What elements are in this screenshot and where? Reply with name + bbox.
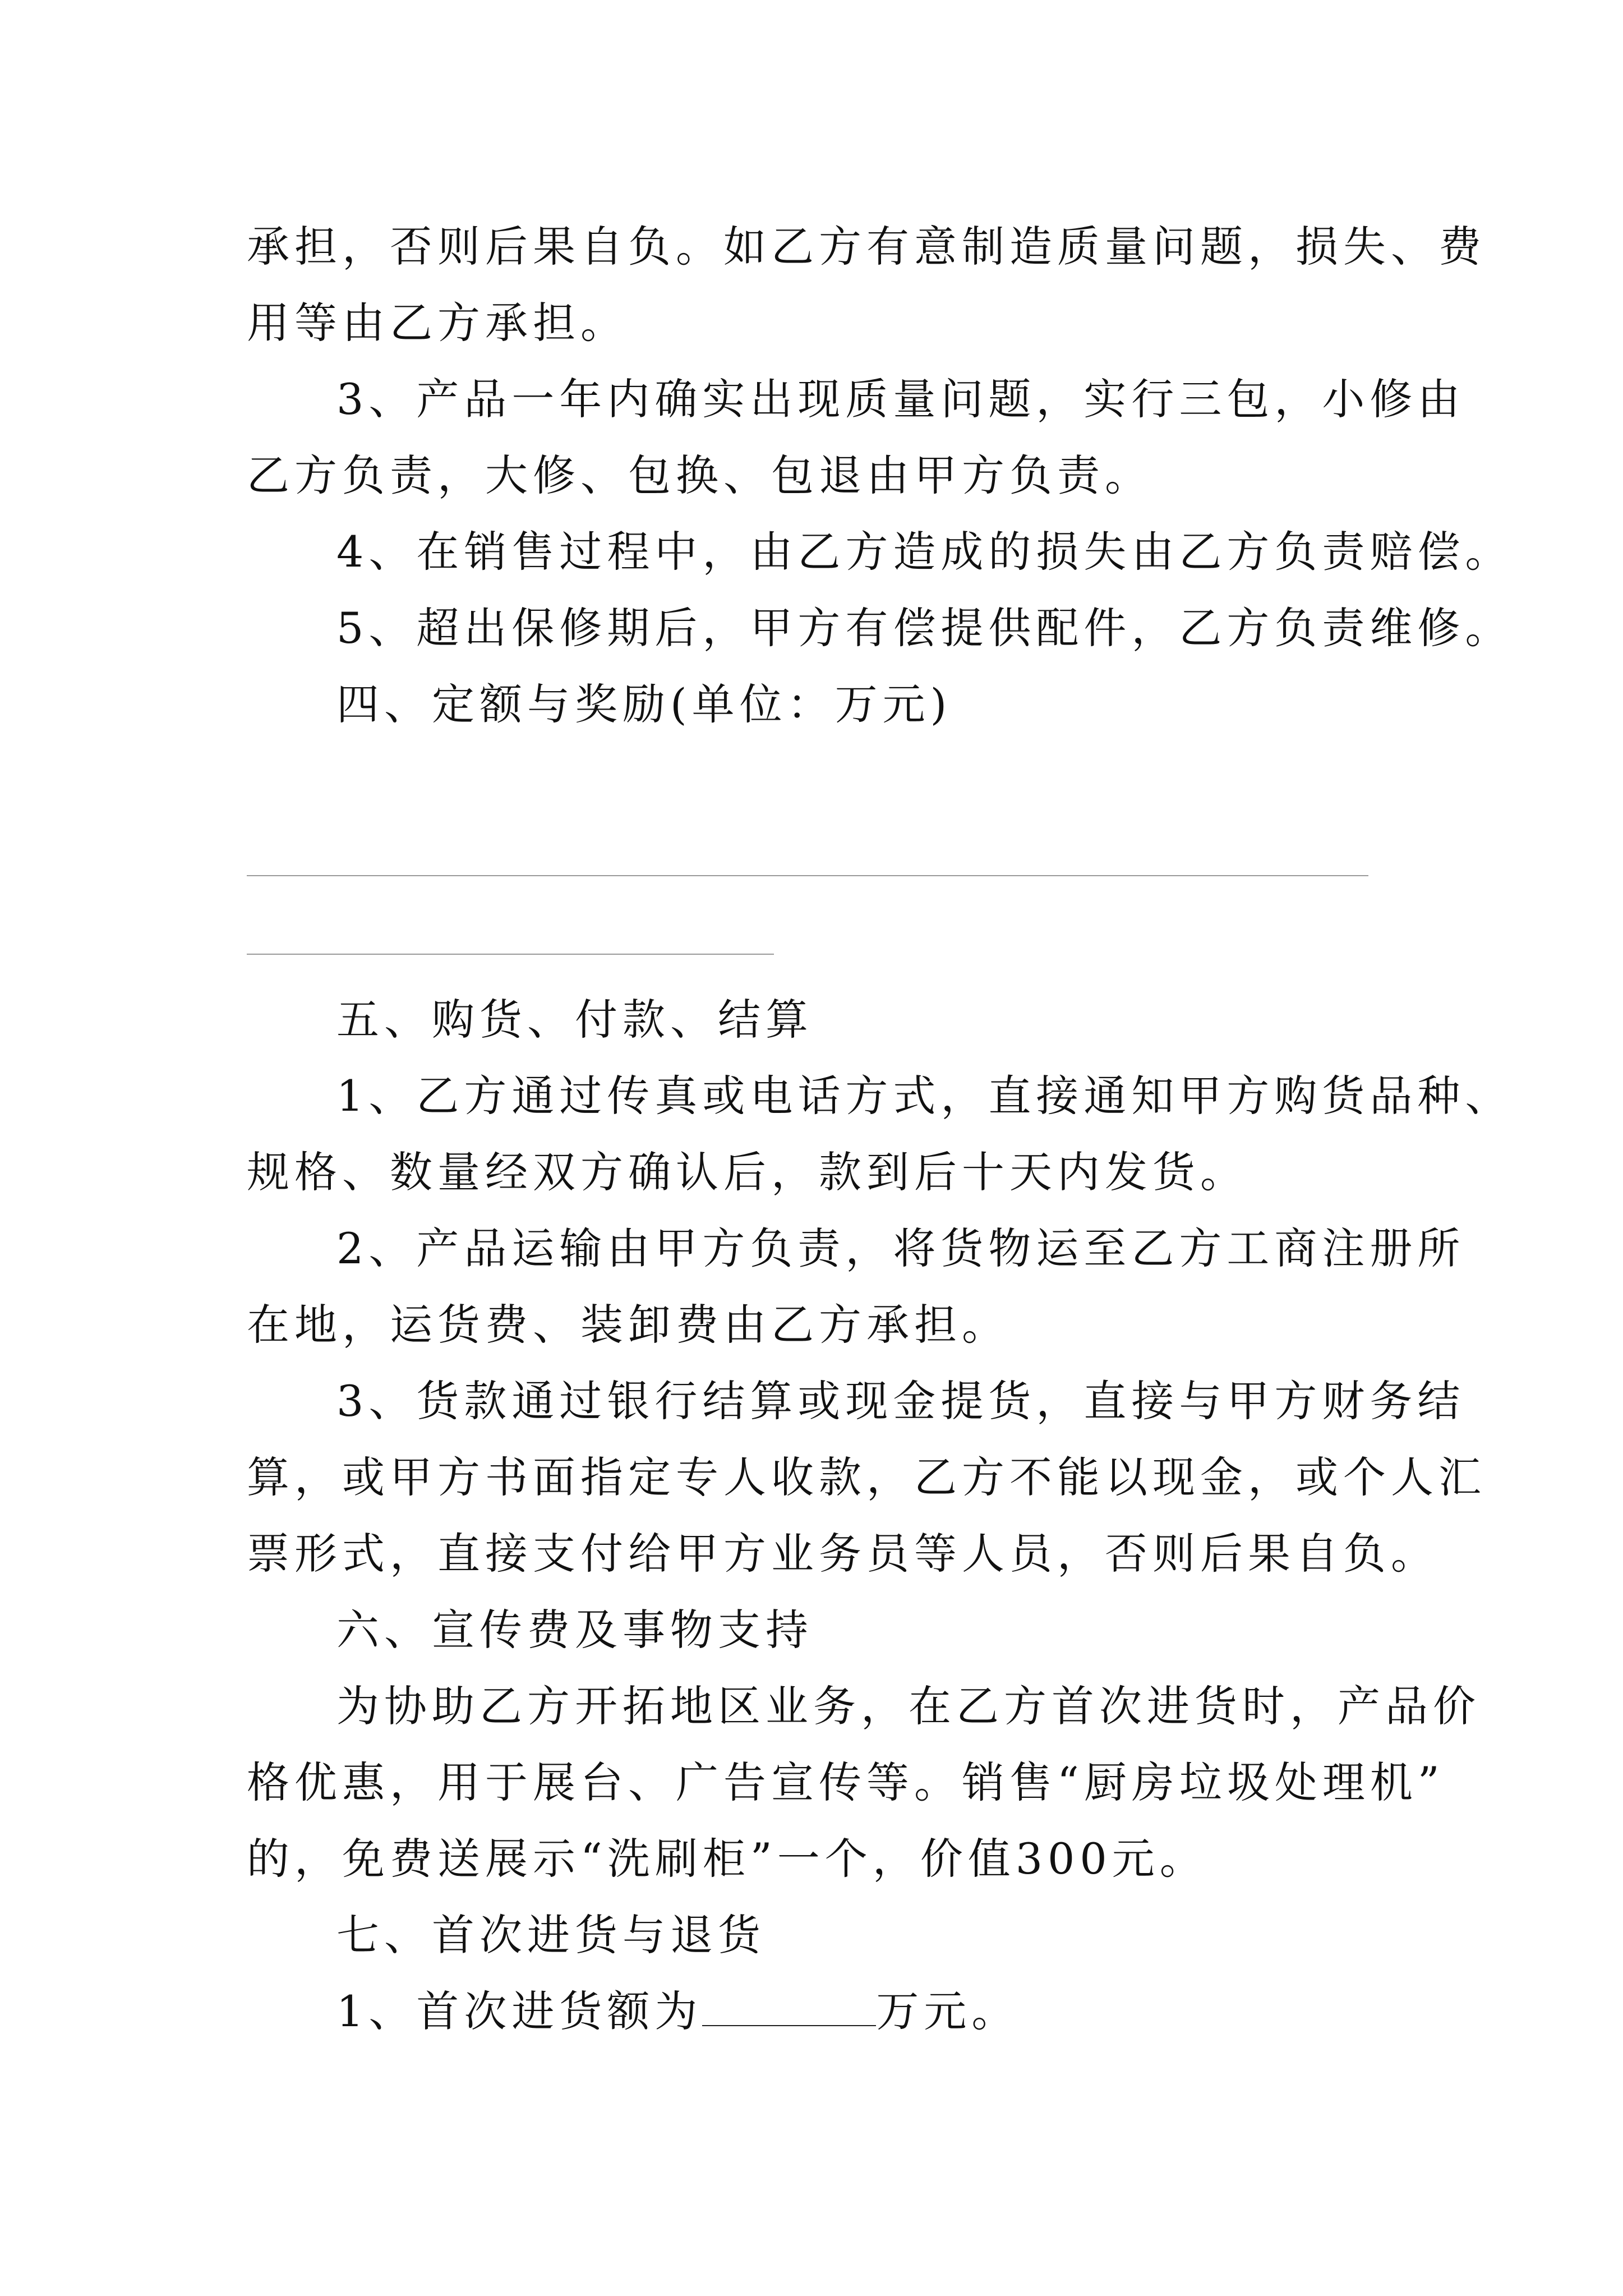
section-heading: 七、首次进货与退货 bbox=[336, 1910, 766, 1960]
paragraph-line: 为协助乙方开拓地区业务，在乙方首次进货时，产品价 bbox=[336, 1681, 1481, 1731]
paragraph-line: 5、超出保修期后，甲方有偿提供配件，乙方负责维修。 bbox=[336, 603, 1513, 653]
paragraph-line: 规格、数量经双方确认后，款到后十天内发货。 bbox=[247, 1147, 1248, 1197]
section-heading: 五、购货、付款、结算 bbox=[336, 995, 813, 1045]
paragraph-line: 票形式，直接支付给甲方业务员等人员，否则后果自负。 bbox=[247, 1529, 1438, 1579]
paragraph-line: 4、在销售过程中，由乙方造成的损失由乙方负责赔偿。 bbox=[336, 527, 1513, 577]
paragraph-line: 的，免费送展示“洗刷柜”一个，价值300元。 bbox=[247, 1834, 1207, 1884]
paragraph-line: 承担，否则后果自负。如乙方有意制造质量问题，损失、费 bbox=[247, 222, 1486, 272]
paragraph-line: 1、乙方通过传真或电话方式，直接通知甲方购货品种、 bbox=[336, 1071, 1513, 1121]
divider-line bbox=[247, 954, 774, 955]
paragraph-line: 3、产品一年内确实出现质量问题，实行三包，小修由 bbox=[336, 374, 1465, 424]
paragraph-line: 格优惠，用于展台、广告宣传等。销售“厨房垃圾处理机” bbox=[247, 1757, 1445, 1807]
paragraph-line: 算，或甲方书面指定专人收款，乙方不能以现金，或个人汇 bbox=[247, 1452, 1486, 1502]
paragraph-line: 3、货款通过银行结算或现金提货，直接与甲方财务结 bbox=[336, 1376, 1465, 1426]
paragraph-line-with-blank bbox=[336, 1984, 1019, 2040]
section-heading: 四、定额与奖励(单位：万元) bbox=[336, 679, 952, 729]
divider-line bbox=[247, 875, 1368, 876]
paragraph-line: 在地，运货费、装卸费由乙方承担。 bbox=[247, 1300, 1009, 1350]
paragraph-line: 2、产品运输由甲方负责，将货物运至乙方工商注册所 bbox=[336, 1223, 1465, 1273]
blank-suffix: 万元。 bbox=[876, 1986, 1020, 2036]
fill-in-blank bbox=[702, 1986, 876, 2026]
paragraph-line: 乙方负责，大修、包换、包退由甲方负责。 bbox=[247, 450, 1152, 500]
paragraph-line: 用等由乙方承担。 bbox=[247, 298, 628, 348]
section-heading: 六、宣传费及事物支持 bbox=[336, 1605, 813, 1655]
blank-prefix: 1、首次进货额为 bbox=[336, 1986, 703, 2036]
